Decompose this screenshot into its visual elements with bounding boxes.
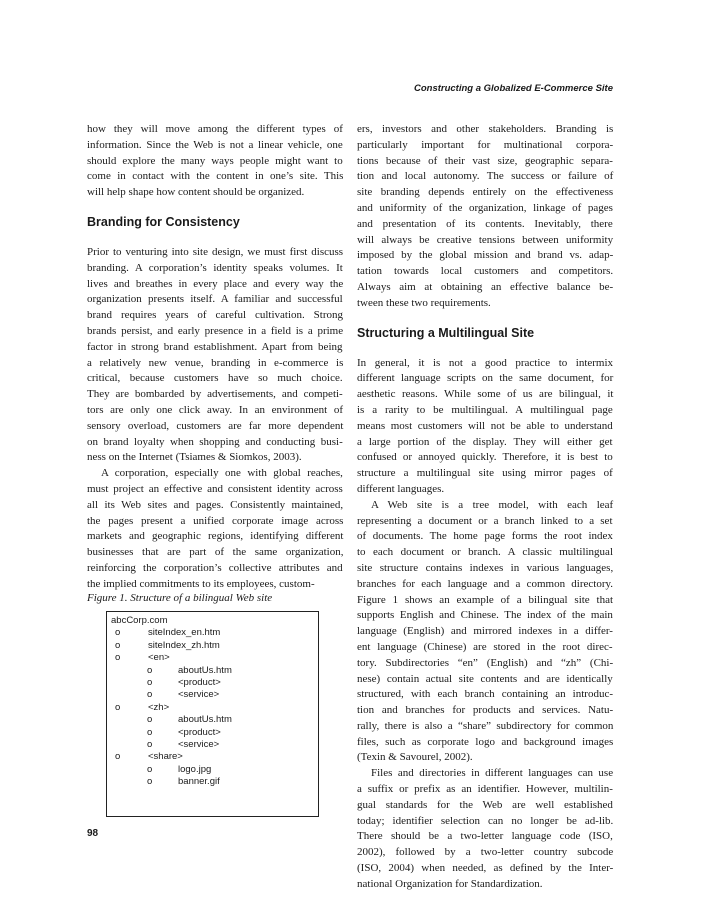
text-line: lives and breathes in every place and every way the (87, 277, 344, 290)
text-line: particularly important for multinational corpora- (357, 138, 614, 151)
text-line: markets and geographic regions, identifying different (87, 530, 344, 543)
tree-entry (111, 739, 318, 751)
branding-paragraph-2 (87, 466, 343, 592)
text-line: critical, because customers have so much choice. (87, 372, 343, 385)
tree-entry (111, 776, 318, 788)
tree-entry (111, 751, 318, 763)
tree-entry (111, 652, 318, 664)
left-column (87, 122, 343, 593)
text-line: structure a multilingual site using mirror pages of (357, 467, 613, 480)
text-line: imposed by the global mission and brand vs. adap- (357, 249, 614, 262)
tree-entry-label: siteIndex_en.htm (148, 627, 221, 639)
tree-entry (111, 640, 318, 652)
tree-entry (111, 627, 318, 639)
text-line: files, such as corporate logo and background images (357, 735, 614, 748)
text-line: (Texin & Savourel, 2002). (357, 751, 473, 764)
text-line: businesses that are part of the same organization, (87, 546, 344, 559)
bullet-marker: o (147, 738, 153, 750)
text-line: sensory overload, customers are far more dependent (87, 419, 344, 432)
tree-entry-label: <share> (148, 751, 183, 763)
text-line: ness on the Internet (Tsiames & Siomkos, 2003). (87, 451, 302, 464)
text-line: to each document or branch. A classic multilingual (357, 546, 613, 559)
text-line: the pages present a unified corporate image across (87, 514, 344, 527)
text-line: national Organization for Standardization. (357, 877, 543, 890)
bullet-marker: o (147, 689, 153, 701)
tree-entry-label: logo.jpg (178, 763, 212, 775)
text-line: Figure 1 shows an example of a bilingual site that (357, 593, 614, 606)
text-line: different language scripts on the same document, for (357, 372, 614, 385)
text-line: structured, with each branch containing an introduc- (357, 688, 614, 701)
text-line: how they will move among the different types of (87, 123, 343, 135)
tree-entry-label: <service> (178, 689, 220, 701)
bullet-marker: o (147, 726, 153, 738)
section-heading-branding: Branding for Consistency (87, 214, 240, 229)
text-line: A Web site is a tree model, with each leaf (371, 498, 614, 511)
text-line: should explore the many ways people might want to (87, 154, 343, 167)
tree-entry-label: <service> (178, 738, 220, 750)
figure-caption: Figure 1. Structure of a bilingual Web site (87, 592, 273, 604)
text-line: ers, investors and other stakeholders. Branding is (357, 123, 614, 135)
text-line: will always be creative tensions between uniformity (357, 233, 614, 246)
text-line: tion and branches for products and services. Natu- (357, 704, 614, 717)
multilingual-paragraph-2 (357, 498, 613, 767)
text-line: (ISO, 2004) when needed, as defined by the Inter- (357, 862, 614, 875)
tree-entry-label: aboutUs.htm (178, 664, 232, 676)
tree-entry (111, 764, 318, 776)
bullet-marker: o (115, 652, 121, 664)
tree-entry (111, 727, 318, 739)
text-line: site branding depends entirely on the effectiveness (357, 186, 614, 199)
text-line: branding. A corporation’s identity speaks volumes. It (87, 261, 343, 274)
tree-entry-label: <product> (178, 676, 221, 688)
text-line: supports English and Chinese. The index of the main (357, 609, 613, 622)
text-line: and uniformity of the organization, linkage of pages (357, 201, 613, 214)
text-line: gual standards for the Web are well established (357, 798, 613, 811)
text-line: ent language (Chinese) are stored in the root direc- (357, 640, 613, 653)
text-line: the implied commitments to its employees, custom- (87, 577, 315, 590)
figure-site-tree (106, 611, 319, 817)
branding-paragraph-1 (87, 245, 343, 466)
text-line: In general, it is not a good practice to intermix (357, 356, 614, 369)
bullet-marker: o (147, 763, 153, 775)
text-line: confused or annoyed quickly. Therefore, it is best to (357, 451, 613, 464)
text-line: a relatively new venue, branding in e-commerce is (87, 356, 344, 369)
tree-entry (111, 665, 318, 677)
bullet-marker: o (115, 701, 121, 713)
multilingual-paragraph-3 (357, 766, 613, 892)
text-line: A corporation, especially one with global reaches, (101, 467, 343, 480)
text-line: different languages. (357, 482, 445, 495)
bullet-marker: o (147, 776, 153, 788)
text-line: rally, there is also a “share” subdirectory for common (357, 719, 614, 732)
running-head: Constructing a Globalized E-Commerce Site (413, 83, 613, 94)
bullet-marker: o (147, 664, 153, 676)
text-line: and presentation of its contents. Inevitably, there (357, 217, 613, 230)
intro-paragraph (87, 122, 343, 201)
tree-entry (111, 677, 318, 689)
text-line: a large portion of the display. They will either get (357, 435, 613, 448)
text-line: come in contact with the content in one’s site. This (87, 170, 344, 183)
tree-entry (111, 702, 318, 714)
text-line: 2002), followed by a two-letter country subcode (357, 846, 614, 859)
text-line: all its Web sites and pages. Consistently maintained, (87, 498, 344, 511)
tree-root (111, 615, 318, 627)
multilingual-paragraph-1 (357, 356, 613, 498)
bullet-marker: o (115, 627, 121, 639)
text-line: They are bombarded by advertisements, and competi- (87, 388, 343, 401)
text-line: must project an effective and consistent identity across (87, 482, 343, 495)
text-line: information. Since the Web is not a linear vehicle, one (87, 138, 343, 151)
tree-entry (111, 689, 318, 701)
tree-entry (111, 714, 318, 726)
page-number: 98 (87, 828, 99, 839)
tree-entry-label: <zh> (148, 701, 170, 713)
text-line: on brand loyalty when shopping and conducting busi- (87, 435, 343, 448)
text-line: today; identifier selection can no longer be ad-lib. (357, 814, 614, 827)
text-line: organization presents itself. A familiar and successful (87, 293, 343, 306)
text-line: representing a document or a branch linked to a set (357, 514, 613, 527)
tree-entry-label: <product> (178, 726, 221, 738)
tree-root-label: abcCorp.com (111, 615, 168, 626)
text-line: site structure contains indexes in various languages, (357, 561, 614, 574)
text-line: Files and directories in different languages can use (371, 767, 614, 780)
text-line: Always aim at obtaining an effective balance be- (357, 280, 614, 293)
text-line: tween these two requirements. (357, 296, 491, 309)
branding-continuation-paragraph (357, 122, 613, 312)
tree-entry-label: <en> (148, 652, 170, 664)
text-line: tors are only one click away. In an environment of (87, 403, 344, 416)
text-line: a suffix or prefix as an identifier. However, multilin- (357, 783, 613, 796)
text-line: tory. Subdirectories “en” (English) and “zh” (Chi- (357, 656, 614, 669)
bullet-marker: o (115, 639, 121, 651)
text-line: means most customers will not be able to understand (357, 419, 613, 432)
tree-entry-label: banner.gif (178, 776, 220, 788)
section-heading-multilingual: Structuring a Multilingual Site (357, 325, 535, 340)
text-line: Prior to venturing into site design, we must first discuss (87, 245, 344, 258)
text-line: branches for each language and a common directory. (357, 577, 614, 590)
bullet-marker: o (147, 676, 153, 688)
bullet-marker: o (147, 714, 153, 726)
text-line: tion and local autonomy. The success or failure of (357, 170, 614, 183)
text-line: nese) contain actual site contents and are identically (357, 672, 613, 685)
bullet-marker: o (115, 751, 121, 763)
text-line: of documents. The home page forms the root index (357, 530, 613, 543)
right-column (357, 122, 613, 893)
text-line: There should be a two-letter language code (ISO, (357, 830, 613, 843)
text-line: is a rarity to be multilingual. A multilingual page (357, 403, 613, 416)
text-line: reinforcing the corporation’s collective attributes and (87, 561, 343, 574)
text-line: tation towards local customers and competitors. (357, 265, 614, 278)
text-line: will help shape how content should be organized. (87, 186, 305, 199)
text-line: aesthetic reasons. While some of us are bilingual, it (357, 388, 614, 401)
tree-entry-label: siteIndex_zh.htm (148, 639, 220, 651)
text-line: factor in strong brand establishment. Apart from being (87, 340, 343, 353)
text-line: brands persist, and early presence in a field is a prime (87, 324, 344, 337)
tree-items (111, 627, 318, 788)
text-line: brand requires years of careful cultivation. Strong (87, 309, 344, 322)
text-line: language (English) and mirrored indexes in a differ- (357, 625, 613, 638)
tree-entry-label: aboutUs.htm (178, 714, 232, 726)
text-line: tions because of their vast size, geographic separa- (357, 154, 613, 167)
